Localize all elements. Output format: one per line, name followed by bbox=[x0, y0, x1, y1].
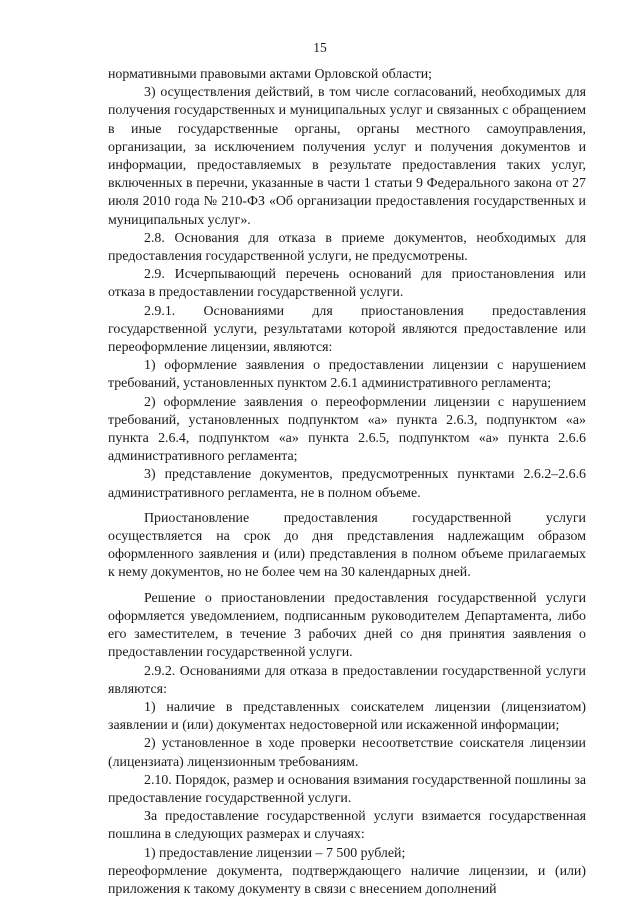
paragraph: переоформление документа, подтверждающего наличие лицензии, и (или) приложения к такому документу в связи с внесением дополнений bbox=[108, 863, 586, 897]
paragraph: 2.10. Порядок, размер и основания взимания государственной пошлины за предоставление государственной услуги. bbox=[108, 772, 586, 806]
paragraph: 2.9.1. Основаниями для приостановления предоставления государственной услуги, результатами которой являются предоставление или переоформление лицензии, являются: bbox=[108, 303, 586, 356]
paragraph: 3) осуществления действий, в том числе согласований, необходимых для получения государственных и муниципальных услуг и связанных с обращением в иные государственные органы, органы местного самоуправления, организации, за исключением получения услуг и получения документов и информации, предоставляемых в результате предоставления таких услуг, включенных в перечни, указанные в части 1 статьи 9 Федерального закона от 27 июля 2010 года № 210-ФЗ «Об организации предоставления государственных и муниципальных услуг». bbox=[108, 85, 586, 228]
paragraph: 1) наличие в представленных соискателем лицензии (лицензиатом) заявлении и (или) документах недостоверной или искаженной информации; bbox=[108, 699, 586, 734]
paragraph: 1) предоставление лицензии – 7 500 рублей; bbox=[144, 845, 406, 861]
paragraph: 3) представление документов, предусмотренных пунктами 2.6.2–2.6.6 административного регламента, не в полном объеме. bbox=[108, 467, 586, 501]
paragraph: нормативными правовыми актами Орловской области; bbox=[108, 67, 433, 82]
paragraph: 2.9.2. Основаниями для отказа в предоставлении государственной услуги являются: bbox=[108, 663, 586, 697]
paragraph: 1) оформление заявления о предоставлении лицензии с нарушением требований, установленных пунктом 2.6.1 административного регламента; bbox=[108, 358, 586, 392]
paragraph: 2.8. Основания для отказа в приеме документов, необходимых для предоставления государственной услуги, не предусмотрены. bbox=[108, 230, 586, 265]
paragraph: Решение о приостановлении предоставления государственной услуги оформляется уведомлением, подписанным руководителем Департамента, либо его заместителем, в течение 3 рабочих дней со дня принятия заявления о предоставлении государственной услуги. bbox=[108, 590, 586, 661]
paragraph: 2.9. Исчерпывающий перечень оснований для приостановления или отказа в предоставлении государственной услуги. bbox=[108, 267, 586, 301]
page-number: 15 bbox=[313, 40, 327, 55]
paragraph: 2) оформление заявления о переоформлении лицензии с нарушением требований, установленных подпунктом «а» пункта 2.6.3, подпунктом «а» пункта 2.6.4, подпунктом «а» пункта 2.6.5, подпунктом «а» пункта 2.6.6 административного регламента; bbox=[108, 394, 586, 465]
document-body bbox=[108, 66, 586, 899]
paragraph: Приостановление предоставления государственной услуги осуществляется на срок до дня представления надлежащим образом оформленного заявления и (или) представления в полном объеме прилагаемых к нему документов, но не более чем на 30 календарных дней. bbox=[108, 510, 586, 581]
paragraph: За предоставление государственной услуги взимается государственная пошлина в следующих размерах и случаях: bbox=[108, 809, 586, 843]
paragraph: 2) установленное в ходе проверки несоответствие соискателя лицензии (лицензиата) лицензионным требованиям. bbox=[108, 736, 586, 770]
